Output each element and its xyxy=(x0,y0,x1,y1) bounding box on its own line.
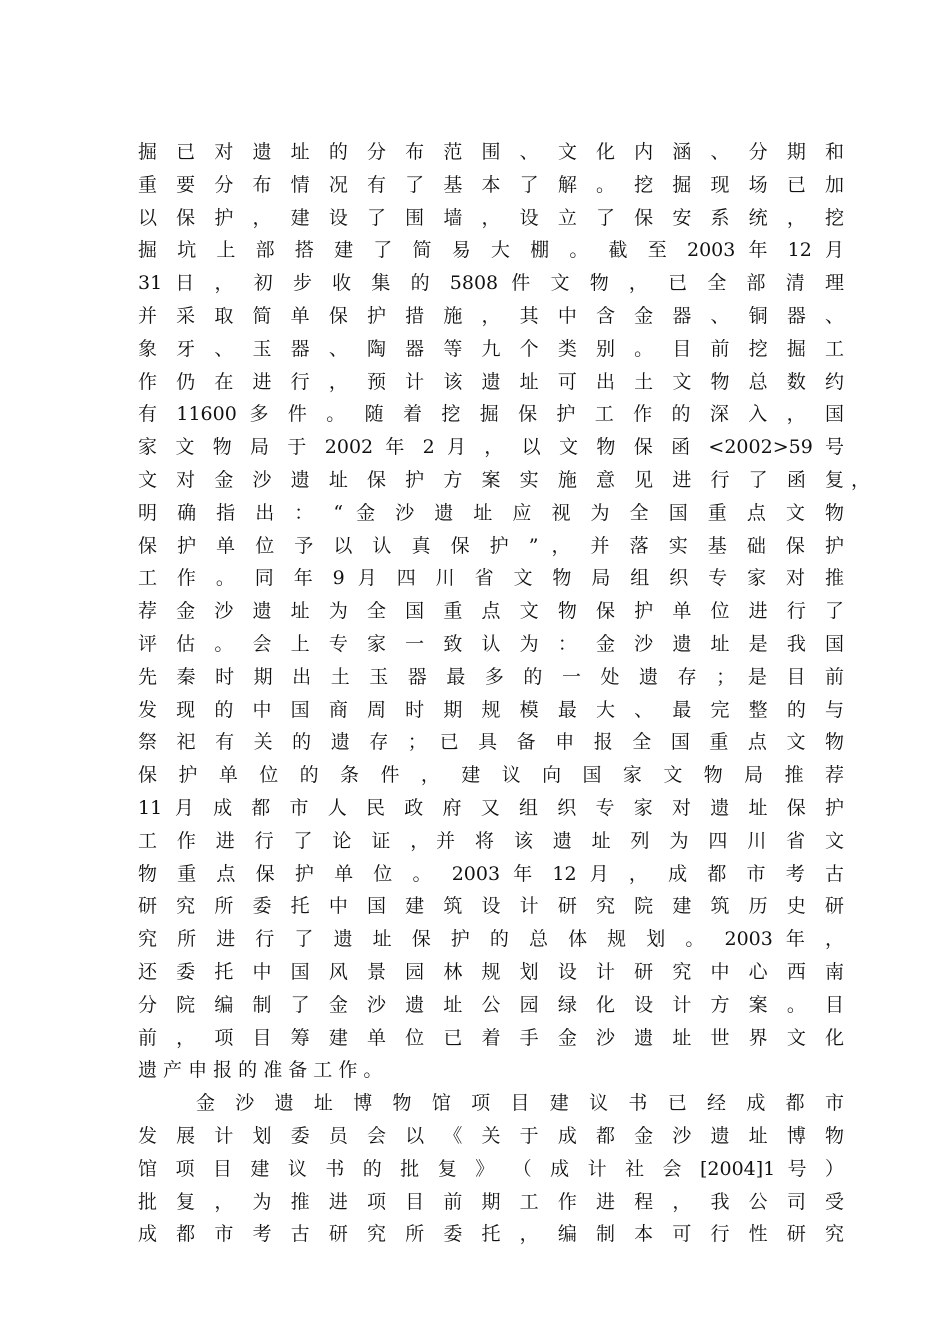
text-line: 工 作 。 同 年 9 月 四 川 省 文 物 局 组 织 专 家 对 推 xyxy=(138,567,844,590)
text-line: 有 11600 多 件 。 随 着 挖 掘 保 护 工 作 的 深 入 ， 国 xyxy=(138,403,844,426)
text-line: 掘 坑 上 部 搭 建 了 简 易 大 棚 。 截 至 2003 年 12 月 xyxy=(138,239,844,262)
text-line: 以 保 护 ， 建 设 了 围 墙 ， 设 立 了 保 安 系 统 ， 挖 xyxy=(138,206,844,229)
text-line: 前 ， 项 目 筹 建 单 位 已 着 手 金 沙 遗 址 世 界 文 化 xyxy=(138,1026,844,1049)
paragraph-start-line: 金 沙 遗 址 博 物 馆 项 目 建 议 书 已 经 成 都 市 xyxy=(196,1092,844,1115)
text-line: 物 重 点 保 护 单 位 。 2003 年 12 月 ， 成 都 市 考 古 xyxy=(138,862,844,885)
text-line-content: 文 对 金 沙 遗 址 保 护 方 案 实 施 意 见 进 行 了 函 复 xyxy=(138,468,844,491)
text-line: 家 文 物 局 于 2002 年 2 月 ， 以 文 物 保 函 <2002>59 号 xyxy=(138,436,844,459)
text-line: 批 复 ， 为 推 进 项 目 前 期 工 作 进 程 ， 我 公 司 受 xyxy=(138,1190,844,1213)
body-text xyxy=(138,136,870,1251)
paragraph-end-line: 遗 产 申 报 的 准 备 工 作 。 xyxy=(138,1059,383,1082)
text-line: 并 采 取 简 单 保 护 措 施 ， 其 中 含 金 器 、 铜 器 、 xyxy=(138,304,844,327)
text-line: 评 估 。 会 上 专 家 一 致 认 为 ： 金 沙 遗 址 是 我 国 xyxy=(138,632,844,655)
text-line-with-overhang xyxy=(138,464,870,497)
text-line: 究 所 进 行 了 遗 址 保 护 的 总 体 规 划 。 2003 年 ， xyxy=(138,928,844,951)
text-line: 重 要 分 布 情 况 有 了 基 本 了 解 。 挖 掘 现 场 已 加 xyxy=(138,173,844,196)
text-line: 保 护 单 位 予 以 认 真 保 护 ” ， 并 落 实 基 础 保 护 xyxy=(138,534,844,557)
text-line: 还 委 托 中 国 风 景 园 林 规 划 设 计 研 究 中 心 西 南 xyxy=(138,960,844,983)
text-line: 作 仍 在 进 行 ， 预 计 该 遗 址 可 出 土 文 物 总 数 约 xyxy=(138,370,844,393)
text-line: 发 现 的 中 国 商 周 时 期 规 模 最 大 、 最 完 整 的 与 xyxy=(138,698,844,721)
text-line: 工 作 进 行 了 论 证 ，并 将 该 遗 址 列 为 四 川 省 文 xyxy=(138,829,844,852)
text-line: 明 确 指 出 ： “ 金 沙 遗 址 应 视 为 全 国 重 点 文 物 xyxy=(138,501,844,524)
text-line: 祭 祀 有 关 的 遗 存 ； 已 具 备 申 报 全 国 重 点 文 物 xyxy=(138,731,844,754)
text-line: 掘 已 对 遗 址 的 分 布 范 围 、 文 化 内 涵 、 分 期 和 xyxy=(138,141,844,163)
text-line: 研 究 所 委 托 中 国 建 筑 设 计 研 究 院 建 筑 历 史 研 xyxy=(138,895,844,918)
text-line: 11 月 成 都 市 人 民 政 府 又 组 织 专 家 对 遗 址 保 护 xyxy=(138,796,844,819)
text-line: 馆 项 目 建 议 书 的 批 复 》 （ 成 计 社 会 [2004]1 号 ） xyxy=(138,1157,844,1180)
overhang-punctuation: ， xyxy=(850,468,870,491)
text-line: 31 日 ， 初 步 收 集 的 5808 件 文 物 ， 已 全 部 清 理 xyxy=(138,272,844,295)
text-line: 荐 金 沙 遗 址 为 全 国 重 点 文 物 保 护 单 位 进 行 了 xyxy=(138,600,844,623)
text-line: 保 护 单 位 的 条 件 ， 建 议 向 国 家 文 物 局 推 荐 xyxy=(138,764,844,787)
text-line: 发 展 计 划 委 员 会 以 《 关 于 成 都 金 沙 遗 址 博 物 xyxy=(138,1124,844,1147)
text-line: 先 秦 时 期 出 土 玉 器 最 多 的 一 处 遗 存 ； 是 目 前 xyxy=(138,665,844,688)
text-line: 分 院 编 制 了 金 沙 遗 址 公 园 绿 化 设 计 方 案 。 目 xyxy=(138,993,844,1016)
text-line: 成 都 市 考 古 研 究 所 委 托 ， 编 制 本 可 行 性 研 究 xyxy=(138,1223,844,1246)
text-line: 象 牙 、 玉 器 、 陶 器 等 九 个 类 别 。 目 前 挖 掘 工 xyxy=(138,337,844,360)
